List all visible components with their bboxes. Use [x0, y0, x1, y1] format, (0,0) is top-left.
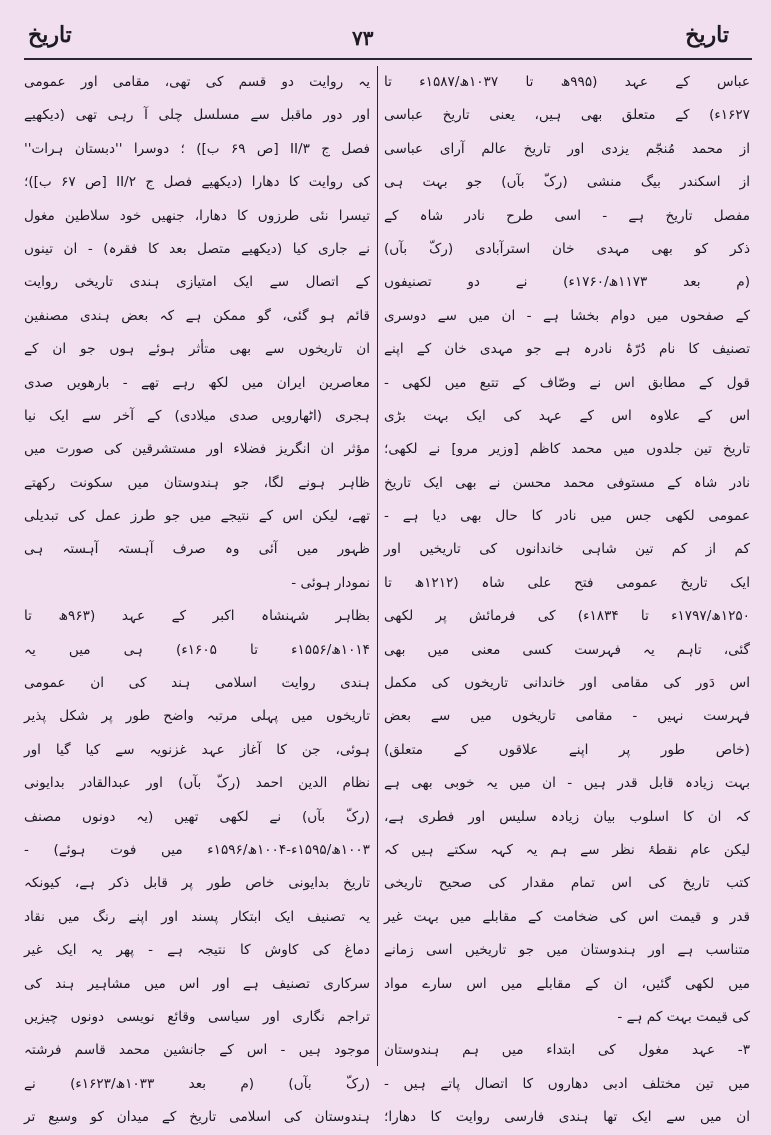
- text-line: تیسرا نئی طرزوں کا دھارا، جنھیں خود سلاطین مغول: [24, 207, 370, 224]
- text-line: ۱۶۲۷ء) کے متعلق بھی ہیں، یعنی تاریخ عباسی: [384, 107, 750, 124]
- text-line: تاریخ بدایونی خاص طور پر قابل ذکر ہے، کیونکہ: [24, 875, 370, 892]
- text-line: قائم ہو گئی، گو ممکن ہے کہ بعض ہندی مصنفین: [24, 307, 370, 324]
- text-line: از محمد مُنجّم یزدی اور تاریخ عالم آرای عباسی: [384, 140, 750, 157]
- running-title-left: تاریخ: [28, 22, 72, 48]
- text-line: (خاص طور پر اپنے علاقوں کے متعلق): [384, 741, 750, 758]
- text-line: نے جاری کیا (دیکھیے متصل بعد کا فقرہ) - ان تینوں: [24, 240, 370, 257]
- text-line: قدر و قیمت اس کی ضخامت کے مقابلے میں بہت غیر: [384, 908, 750, 925]
- text-line: عباس کے عہد (۹۹۵ھ تا ۱۰۳۷ھ/۱۵۸۷ء تا: [384, 74, 750, 90]
- text-line: بظاہر شہنشاہ اکبر کے عہد (۹۶۳ھ تا: [24, 608, 370, 625]
- page-header: [0, 16, 771, 56]
- text-line: میں لکھی گئیں، ان کے مقابلے میں اس سارے مواد: [384, 975, 750, 992]
- text-line: کے صفحوں میں دوام بخشا ہے - ان میں سے دوسری: [384, 307, 750, 324]
- text-line: کہ ان کا اسلوب بیان زیادہ سلیس اور فطری ہے،: [384, 808, 750, 825]
- text-line: گئی، تاہم یہ فہرست کسی معنی میں بھی: [384, 641, 750, 658]
- text-line: تاریخوں میں پہلی مرتبہ واضح طور پر شکل پذیر: [24, 708, 370, 725]
- text-line: اور دور ماقبل سے مسلسل چلی آ رہی تھی (دیکھیے: [24, 107, 370, 124]
- text-line: ظاہر ہونے لگا، جو ہندوستان میں سکونت رکھتے: [24, 474, 370, 491]
- text-line: ظہور میں آئی وہ صرف آہستہ آہستہ ہی: [24, 541, 370, 558]
- text-line: نادر شاہ کے مستوفی محمد محسن نے بھی ایک تاریخ: [384, 474, 750, 491]
- text-line: ہجری (اٹھارویں صدی میلادی) کے آخر سے ایک نیا: [24, 407, 370, 424]
- right-column: [384, 66, 750, 1126]
- column-rule: [377, 66, 378, 1066]
- text-line: سرکاری تصنیف ہے اور اس میں مشاہیر ہند کی: [24, 975, 370, 992]
- text-line: دماغ کی کاوش کا نتیجہ ہے - پھر یہ ایک غیر: [24, 942, 370, 959]
- text-line: ان میں سے ایک تھا ہندی فارسی روایت کا دھارا؛: [384, 1109, 750, 1126]
- text-line: موجود ہیں - اس کے جانشین محمد قاسم فرشتہ: [24, 1042, 370, 1059]
- text-line: تاریخ تین جلدوں میں محمد کاظم [وزیر مرو] نے لکھی؛: [384, 441, 750, 458]
- text-line: فصل ج II/۳ [ص ۶۹ ب]) ؛ دوسرا ''دبستان ہرات'': [24, 140, 371, 157]
- header-rule: [24, 58, 752, 60]
- text-line: ان تاریخوں سے بھی متأثر ہوئے ہوں جو ان کے: [24, 341, 370, 358]
- text-line: تھے، لیکن اس کے نتیجے میں جو طرز عمل کی تبدیلی: [24, 508, 370, 525]
- text-line: معاصرین ایران میں لکھ رہے تھے - بارھویں صدی: [24, 374, 370, 391]
- text-line: (رکّ بآں) نے لکھی تھیں (یہ دونوں مصنف: [24, 808, 370, 825]
- text-line: مفصل تاریخ ہے - اسی طرح نادر شاہ کے: [384, 207, 750, 224]
- text-line: تصنیف کا نام دُرّۂ نادرہ ہے جو مہدی خان کے اپنے: [384, 341, 750, 358]
- text-line: کتب تاریخ کی اس تمام مقدار کی صحیح تاریخی: [384, 875, 750, 892]
- text-line: عمومی لکھی جس میں نادر کا حال بھی دیا ہے -: [384, 508, 750, 525]
- text-line: ۱۲۵۰ھ/۱۷۹۷ء تا ۱۸۳۴ء) کی فرمائش پر لکھی: [384, 608, 750, 625]
- text-line: ہوئی، جن کا آغاز عہد غزنویہ سے کیا گیا اور: [24, 741, 370, 758]
- text-line: میں تین مختلف ادبی دھاروں کا اتصال پاتے ہیں -: [384, 1075, 750, 1092]
- text-line: کم از کم تین شاہی خاندانوں کی تاریخیں اور: [384, 541, 750, 558]
- text-line: لیکن عام نقطۂ نظر سے ہم یہ کہہ سکتے ہیں کہ: [384, 841, 750, 858]
- text-line: ذکر کو بھی مہدی خان استرآبادی (رکّ بآں): [384, 240, 750, 257]
- text-line: ہندی روایت اسلامی ہند کی ان عمومی: [24, 675, 370, 692]
- text-line: نظام الدین احمد (رکّ بآں) اور عبدالقادر بدایونی: [24, 775, 370, 792]
- text-line: نمودار ہوئی -: [291, 574, 370, 591]
- text-line: کی قیمت بہت کم ہے -: [617, 1008, 750, 1025]
- text-line: ہندوستان کی اسلامی تاریخ کے میدان کو وسیع تر: [24, 1109, 370, 1126]
- text-line: (رکّ بآں) (م بعد ۱۰۳۳ھ/۱۶۲۳ء) نے: [24, 1075, 370, 1092]
- text-line: کے اتصال سے ایک امتیازی ہندی تاریخی روایت: [24, 274, 370, 291]
- left-column: [24, 66, 371, 1126]
- text-line: (م بعد ۱۱۷۳ھ/۱۷۶۰ء) نے دو تصنیفوں: [384, 274, 750, 291]
- text-line: متناسب ہے اور ہندوستان میں جو تاریخیں اسی زمانے: [384, 942, 750, 959]
- text-line: ایک تاریخ عمومی فتح علی شاہ (۱۲۱۲ھ تا: [384, 574, 750, 591]
- text-line: فہرست نہیں - مقامی تاریخوں میں سے بعض: [384, 708, 750, 725]
- text-line: تراجم نگاری اور سیاسی وقائع نویسی دونوں چیزیں: [24, 1008, 370, 1025]
- text-line: اس دَور کی مقامی اور خاندانی تاریخوں کی مکمل: [384, 675, 750, 692]
- text-line: کی روایت کا دھارا (دیکھیے فصل ج II/۲ [ص ۶۷ ب])؛: [24, 174, 370, 191]
- text-line: ۳- عہد مغول کی ابتداء میں ہم ہندوستان: [384, 1042, 750, 1059]
- page-number: ۷۳: [352, 26, 374, 50]
- text-line: قول کے مطابق اس نے وصّاف کے تتبع میں لکھی -: [384, 374, 750, 391]
- text-line: از اسکندر بیگ منشی (رکّ بآں) جو بہت ہی: [384, 174, 750, 191]
- text-line: یہ تصنیف ایک ابتکار پسند اور اپنے رنگ میں نقاد: [24, 908, 370, 925]
- text-line: یہ روایت دو قسم کی تھی، مقامی اور عمومی: [24, 74, 370, 90]
- text-line: ۱۰۱۴ھ/۱۵۵۶ء تا ۱۶۰۵ء) ہی میں یہ: [24, 641, 370, 658]
- text-line: بہت زیادہ قابل قدر ہیں - ان میں یہ خوبی بھی ہے: [384, 775, 750, 792]
- running-title-right: تاریخ: [685, 22, 729, 48]
- text-line: اس کے علاوہ اس کے عہد کی ایک بہت بڑی: [384, 407, 750, 424]
- text-line: ۱۰۰۳ھ/۱۵۹۵ء-۱۰۰۴ھ/۱۵۹۶ء میں فوت ہوئے) -: [24, 841, 370, 858]
- text-line: مؤثر ان انگریز فضلاء اور مستشرقین کی صورت میں: [24, 441, 370, 458]
